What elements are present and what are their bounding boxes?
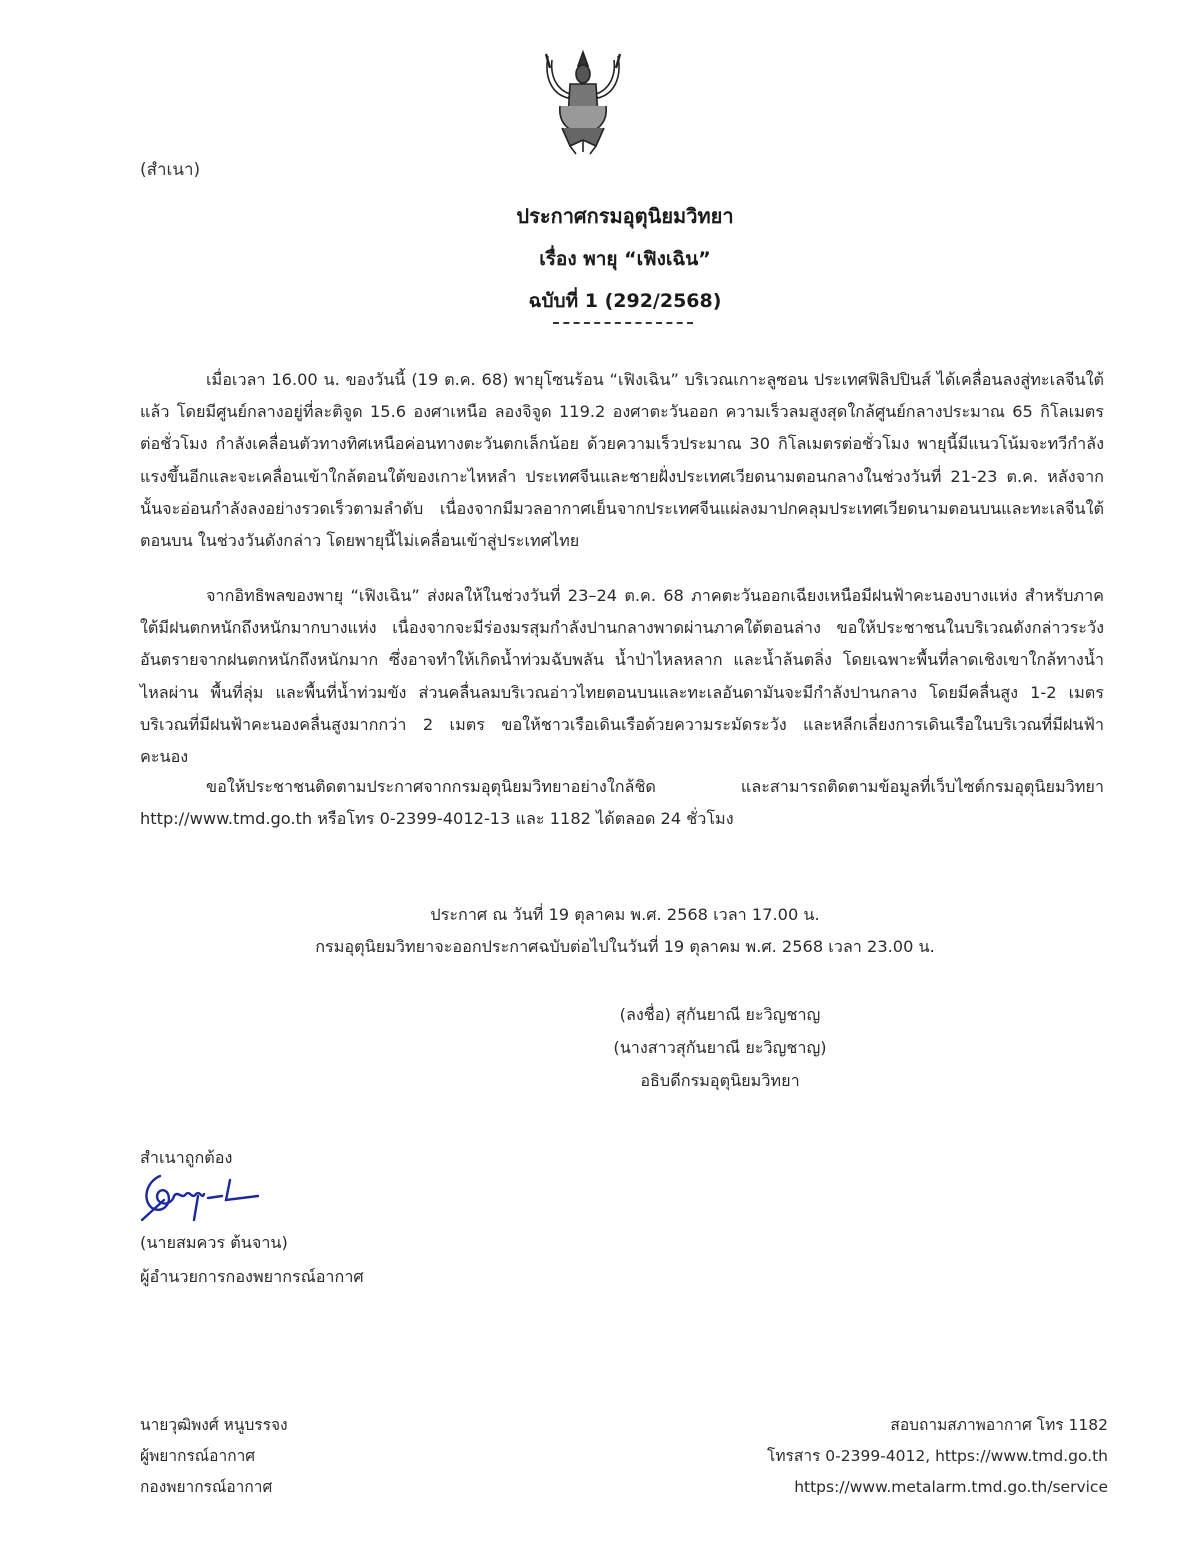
- paragraph-follow-updates: [140, 771, 1104, 835]
- certifier-name: (นายสมควร ต้นจาน): [140, 1233, 288, 1252]
- document-issue-number: ฉบับที่ 1 (292/2568): [528, 290, 722, 312]
- director-signature-block: [470, 998, 970, 1097]
- handwritten-signature-icon: [138, 1170, 268, 1224]
- certified-copy-label: สำเนาถูกต้อง: [140, 1148, 233, 1167]
- signatory-full-name: (นางสาวสุกันยาณี ยะวิญชาญ): [613, 1038, 827, 1057]
- paragraph-text: จากอิทธิพลของพายุ “เฟิงเฉิน” ส่งผลให้ในช่วงวันที่ 23–24 ต.ค. 68 ภาคตะวันออกเฉียงเหนือมีฝนฟ้าคะนองบางแห่ง สำหรับภาคใต้มีฝนตกหนักถึงหนักมากบางแห่ง เนื่องจากจะมีร่องมรสุมกำลังปานกลางพาดผ่านภาคใต้ตอนล่าง ขอให้ประชาชนในบริเวณดังกล่าวระวังอันตรายจากฝนตกหนักถึงหนักมาก ซึ่งอาจทำให้เกิดน้ำท่วมฉับพลัน น้ำป่าไหลหลาก และน้ำล้นตลิ่ง โดยเฉพาะพื้นที่ลาดเชิงเขาใกล้ทางน้ำไหลผ่าน พื้นที่ลุ่ม และพื้นที่น้ำท่วมขัง ส่วนคลื่นลมบริเวณอ่าวไทยตอนบนและทะเลอันดามันจะมีกำลังปานกลาง โดยมีคลื่นสูง 1-2 เมตร บริเวณที่มีฝนฟ้าคะนองคลื่นสูงมากกว่า 2 เมตร ขอให้ชาวเรือเดินเรือด้วยความระมัดระวัง และหลีกเลี่ยงการเดินเรือในบริเวณที่มีฝนฟ้าคะนอง: [140, 586, 1104, 767]
- copy-mark: (สำเนา): [140, 160, 201, 180]
- forecaster-title: ผู้พยากรณ์อากาศ: [140, 1447, 256, 1465]
- announcement-date: ประกาศ ณ วันที่ 19 ตุลาคม พ.ศ. 2568 เวลา 17.00 น.: [430, 905, 820, 924]
- title-separator: [553, 322, 693, 324]
- forecaster-name: นายวุฒิพงศ์ หนูบรรจง: [140, 1416, 288, 1434]
- document-title: ประกาศกรมอุตุนิยมวิทยา: [516, 204, 734, 228]
- paragraph-storm-impact: [140, 580, 1104, 773]
- garuda-emblem-icon: [540, 48, 626, 156]
- signed-name: (ลงชื่อ) สุกันยาณี ยะวิญชาญ: [619, 1005, 821, 1024]
- forecaster-division: กองพยากรณ์อากาศ: [140, 1478, 273, 1496]
- paragraph-text: ขอให้ประชาชนติดตามประกาศจากกรมอุตุนิยมวิทยาอย่างใกล้ชิด และสามารถติดตามข้อมูลที่เว็บไซต์กรมอุตุนิยมวิทยา http://www.tmd.go.th หรือโทร 0-2399-4012-13 และ 1182 ได้ตลอด 24 ชั่วโมง: [140, 777, 1104, 829]
- document-subject: เรื่อง พายุ “เฟิงเฉิน”: [539, 248, 711, 270]
- next-issue-notice: กรมอุตุนิยมวิทยาจะออกประกาศฉบับต่อไปในวันที่ 19 ตุลาคม พ.ศ. 2568 เวลา 23.00 น.: [315, 937, 935, 956]
- forecaster-info: [140, 1410, 288, 1503]
- paragraph-text: เมื่อเวลา 16.00 น. ของวันนี้ (19 ต.ค. 68) พายุโซนร้อน “เฟิงเฉิน” บริเวณเกาะลูซอน ประเทศฟิลิปปินส์ ได้เคลื่อนลงสู่ทะเลจีนใต้แล้ว โดยมีศูนย์กลางอยู่ที่ละติจูด 15.6 องศาเหนือ ลองจิจูด 119.2 องศาตะวันออก ความเร็วลมสูงสุดใกล้ศูนย์กลางประมาณ 65 กิโลเมตรต่อชั่วโมง กำลังเคลื่อนตัวทางทิศเหนือค่อนทางตะวันตกเล็กน้อย ด้วยความเร็วประมาณ 30 กิโลเมตรต่อชั่วโมง พายุนี้มีแนวโน้มจะทวีกำลังแรงขึ้นอีกและจะเคลื่อนเข้าใกล้ตอนใต้ของเกาะไหหลำ ประเทศจีนและชายฝั่งประเทศเวียดนามตอนกลางในช่วงวันที่ 21-23 ต.ค. หลังจากนั้นจะอ่อนกำลังลงอย่างรวดเร็วตามลำดับ เนื่องจากมีมวลอากาศเย็นจากประเทศจีนแผ่ลงมาปกคลุมประเทศเวียดนามตอนบนและทะเลจีนใต้ตอนบน ในช่วงวันดังกล่าว โดยพายุนี้ไม่เคลื่อนเข้าสู่ประเทศไทย: [140, 370, 1104, 551]
- paragraph-storm-position: [140, 364, 1104, 557]
- contact-info: [767, 1410, 1108, 1503]
- weather-hotline: สอบถามสภาพอากาศ โทร 1182: [890, 1416, 1108, 1434]
- certifier-position: ผู้อำนวยการกองพยากรณ์อากาศ: [140, 1267, 364, 1286]
- signatory-position: อธิบดีกรมอุตุนิยมวิทยา: [640, 1071, 800, 1090]
- metalarm-service-url: https://www.metalarm.tmd.go.th/service: [794, 1478, 1108, 1496]
- fax-and-website: โทรสาร 0-2399-4012, https://www.tmd.go.th: [767, 1447, 1108, 1465]
